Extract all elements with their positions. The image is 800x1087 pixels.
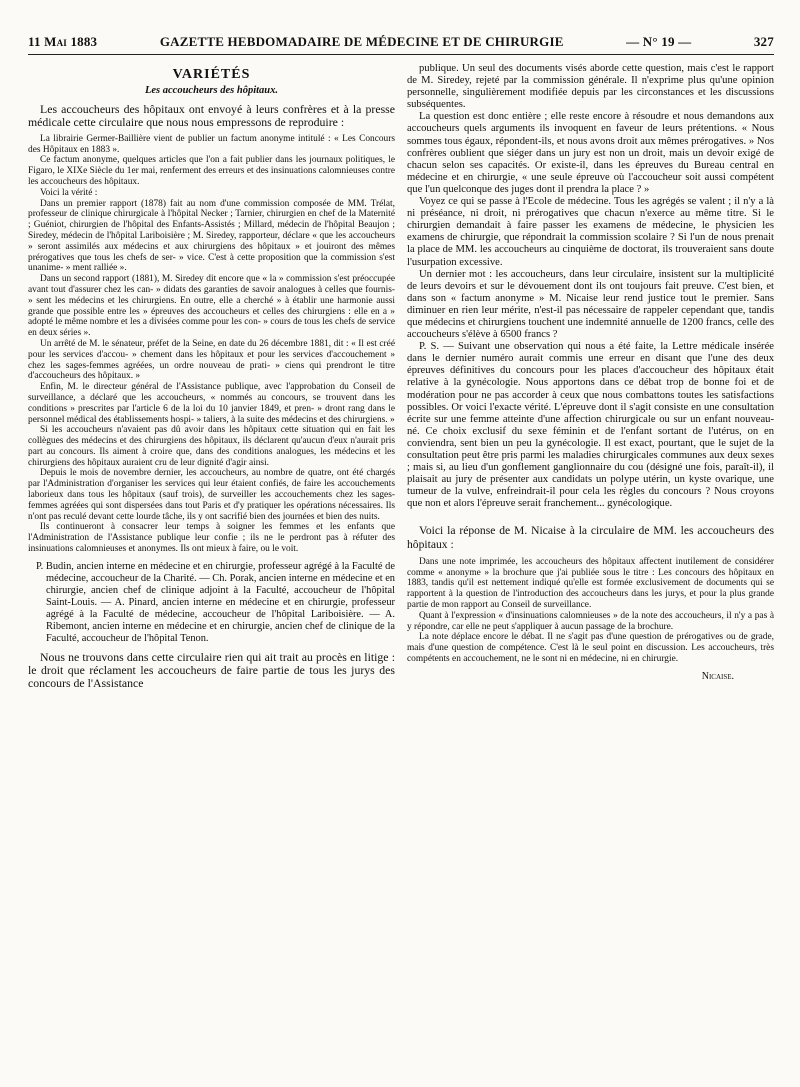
circular-paragraph: Dans un premier rapport (1878) fait au nom d'une commission composée de MM. Trélat, professeur de clinique chirurgicale à l'hôpital Necker ; Tarnier, chirurgien en chef de la Maternité ; Guéniot, chirurgien de l'hôpital des Enfants-Assistés ; Millard, médecin de l'hôpital Beaujon ; Siredey, médecin de l'hôpital Lariboisière ; M. Siredey, rapporteur, déclare « que les accoucheurs » seront assimilés aux médecins et aux chirurgiens des hôpitaux » et jouiront des mêmes prérogatives que tous les chefs de ser- » vice. C'est à cette proposition que la commission s'est unanime- » ment ralliée ». <box>28 198 395 274</box>
editorial-paragraph: publique. Un seul des documents visés aborde cette question, mais c'est le rapport de M. Siredey, rejeté par la commission générale. Il n'exprime plus qu'une opinion personnelle, singulièrement modifiée depuis par les circonstances et les discussions subséquentes. <box>407 63 774 111</box>
section-title: VARIÉTÉS <box>172 67 251 82</box>
article-lead: Les accoucheurs des hôpitaux ont envoyé à leurs confrères et à la presse médicale cette circulaire que nous nous empressons de reproduire : <box>28 102 395 130</box>
postscript-paragraph: P. S. — Suivant une observation qui nous a été faite, la Lettre médicale insérée dans le dernier numéro aurait commis une erreur en disant que l'une des deux épreuves définitives du concours pour les places d'accoucheur des hôpitaux était relative à la gynécologie. Nous apportons dans ce débat trop de bonne foi et de modération pour ne pas accorder à ceux que nous combattons toutes les satisfactions possibles. Or voici l'exacte vérité. L'épreuve dont il s'agit consiste en une consultation écrite sur une femme atteinte d'une affection chirurgicale ou sur un enfant nouveau-né. Ce choix exclusif du sexe féminin et de l'enfant sortant de l'utérus, on en conviendra, sent bien un peu la gynécologie. Il est exact, pourtant, que le sujet de la consultation peut être pris parmi les maladies chirurgicales communes aux deux sexes ; mais si, au lieu d'un gonflement ganglionnaire du cou (désigné une fois, paraît-il), il plaisait au jury de présenter aux candidats un polype utérin, un kyste ovarique, une tumeur de la vulve, enfreindrait-il pour cela les règles du concours ? Nous croyons que non et alors l'épreuve serait franchement... gynécologique. <box>407 341 774 510</box>
editorial-paragraph: Nous ne trouvons dans cette circulaire rien qui ait trait au procès en litige : le droit que réclament les accoucheurs de faire partie de tous les jurys des concours de l'Assistance <box>28 649 395 691</box>
circular-paragraph: Dans un second rapport (1881), M. Siredey dit encore que « la » commission s'est préoccupée avant tout d'assurer chez les can- » didats des garanties de savoir analogues à celles que fournis- » sent les médecins et les chirurgiens. En outre, elle a cherché » à établir une harmonie aussi grande que possible entre les » épreuves des accoucheurs et celles des chirurgiens : elle en a » adopté le même nombre et les a divisées comme pour les con- » cours de tous les chefs de service en deux séries ». <box>28 274 395 339</box>
left-column <box>28 63 395 1083</box>
right-column <box>407 63 774 1083</box>
issue-number: — N° 19 — <box>626 34 692 49</box>
signature: Nicaise. <box>701 670 734 682</box>
journal-title: GAZETTE HEBDOMADAIRE DE MÉDECINE ET DE CHIRURGIE <box>159 34 564 49</box>
circular-paragraph: Enfin, M. le directeur général de l'Assistance publique, avec l'approbation du Conseil de surveillance, a déclaré que les accoucheurs, « nommés au concours, se trouvent dans les conditions » prescrites par l'article 6 de la loi du 10 janvier 1849, et pren- » dront rang dans le personnel médical des établissements hospi- » taliers, à la suite des médecins et des chirurgiens. » <box>28 382 395 425</box>
signatories-block <box>28 561 395 645</box>
page-header <box>28 34 774 55</box>
circular-paragraph: La librairie Germer-Baillière vient de publier un factum anonyme intitulé : « Les Concours des Hôpitaux en 1883 ». <box>28 133 395 155</box>
signatories: P. Budin, ancien interne en médecine et en chirurgie, professeur agrégé à la Faculté de médecine, accoucheur de la Charité. — Ch. Porak, ancien interne en médecine et en chirurgie, ancien chef de clinique adjoint à la Faculté, accoucheur de l'hôpital Saint-Louis. — A. Pinard, ancien interne en médecine et en chirurgie, professeur agrégé à la Faculté de médecine, accoucheur de l'hôpital Lariboisière. — A. Ribemont, ancien interne en médecine et en chirurgie, ancien chef de clinique de la Faculté, accoucheur de l'hôpital Tenon. <box>36 560 395 644</box>
reply-paragraph: La note déplace encore le débat. Il ne s'agit pas d'une question de prérogatives ou de grade, mais d'une question de compétence. C'est là le seul point en discussion. Les accoucheurs, très compétents en accouchement, ne le sont ni en médecine, ni en chirurgie. <box>407 632 774 665</box>
issue-date: 11 Mai 1883 <box>28 34 98 49</box>
circular-paragraph: Un arrêté de M. le sénateur, préfet de la Seine, en date du 26 décembre 1881, dit : « Il est créé pour les services d'accou- » chement dans les hôpitaux et pour les services d'accouchement » chez les sages-femmes agréées, un ordre nouveau de prati- » ciens qui prendront le titre d'accoucheurs des hôpitaux. » <box>28 338 395 382</box>
editorial-paragraph: Voyez ce qui se passe à l'Ecole de médecine. Tous les agrégés se valent ; il n'y a là ni préséance, ni droit, ni prérogatives que chacun n'exerce au même titre. Si le chirurgien demandait à faire passer les examens de médecine, le physicien les examens de chirurgie, que répondrait la commission scolaire ? Si l'un de nous prenait la place de MM. les accoucheurs au cinquième de doctorat, ils trouveraient sans doute l'usurpation excessive. <box>407 196 774 268</box>
circular-paragraph: Si les accoucheurs n'avaient pas dû avoir dans les hôpitaux cette situation qui en fait les collègues des médecins et des chirurgiens des hôpitaux, ils déclarent qu'aucun d'eux n'aurait pris part au concours. Ils aiment à croire que, dans des conditions analogues, les médecins et les chirurgiens des hôpitaux auraient cru de leur dignité d'agir ainsi. <box>28 425 395 468</box>
circular-paragraph: Depuis le mois de novembre dernier, les accoucheurs, au nombre de quatre, ont été chargés par l'Administration d'organiser les services qui leur étaient confiés, de faire les accouchements laborieux dans tous les hôpitaux (sauf trois), de surveiller les accouchements chez les sages-femmes agréées qui sont dispersées dans tout Paris et d'y pratiquer les opérations nécessaires. Ils n'ont pas reculé devant cette lourde tâche, ils y ont sacrifié bien des journées et bien des nuits. <box>28 468 395 522</box>
page-number: 327 <box>753 34 774 49</box>
reply-paragraph: Quant à l'expression « d'insinuations calomnieuses » de la note des accoucheurs, il n'y a pas à y répondre, car elle ne peut s'appliquer à aucun passage de la brochure. <box>407 610 774 632</box>
reply-intro: Voici la réponse de M. Nicaise à la circulaire de MM. les accoucheurs des hôpitaux : <box>407 524 774 551</box>
reply-paragraph: Dans une note imprimée, les accoucheurs des hôpitaux affectent inutilement de considérer comme « anonyme » la brochure que j'ai publiée sous le titre : Les concours des hôpitaux en 1883, tandis qu'il est nettement indiqué qu'elle est formée exclusivement de documents qui se rapportent à la question de l'introduction des accoucheurs dans les jurys, et pour la plus grande partie de mon rapport au Conseil de surveillance. <box>407 556 774 611</box>
circular-paragraph: Voici la vérité : <box>40 187 98 198</box>
editorial-paragraph: Un dernier mot : les accoucheurs, dans leur circulaire, insistent sur la multiplicité de leurs devoirs et sur le dévouement dont ils ont toujours fait preuve. C'est bien, et dans son « factum anonyme » M. Nicaise leur rend justice tout le premier. Sans diminuer en rien leur mérite, n'est-il pas nécessaire de rappeler cependant que, tandis que médecins et chirurgiens touchent une indemnité annuelle de 1200 francs, celle des accoucheurs s'élève à 6500 francs ? <box>407 268 774 341</box>
article-title: Les accoucheurs des hôpitaux. <box>144 85 278 97</box>
circular-paragraph: Ce factum anonyme, quelques articles que l'on a fait publier dans les journaux politiques, le Figaro, le XIXe Siècle du 1er mai, renferment des erreurs et des insinuations calomnieuses contre les accoucheurs des hôpitaux. <box>28 155 395 187</box>
circular-paragraph: Ils continueront à consacrer leur temps à soigner les femmes et les enfants que l'Administration de l'Assistance publique leur confie ; ils ne le perdront pas à réfuter des insinuations calomnieuses et anonymes. Ils ont mieux à faire, ou le voit. <box>28 522 395 555</box>
editorial-paragraph: La question est donc entière ; elle reste encore à résoudre et nous demandons aux accoucheurs quels arguments ils invoquent en faveur de leurs prétentions. « Nous sommes tous égaux, répondent-ils, et nous avons droit aux mêmes prérogatives. » Nos confrères oublient que siéger dans un jury est non un droit, mais un devoir exigé de chacun selon ses capacités. Or existe-il, dans les épreuves du Bureau central en médecine et en chirurgie, « une seule épreuve où l'accoucheur soit aussi compétent que l'un quelconque des juges dont il prendra la place ? » <box>407 111 774 195</box>
